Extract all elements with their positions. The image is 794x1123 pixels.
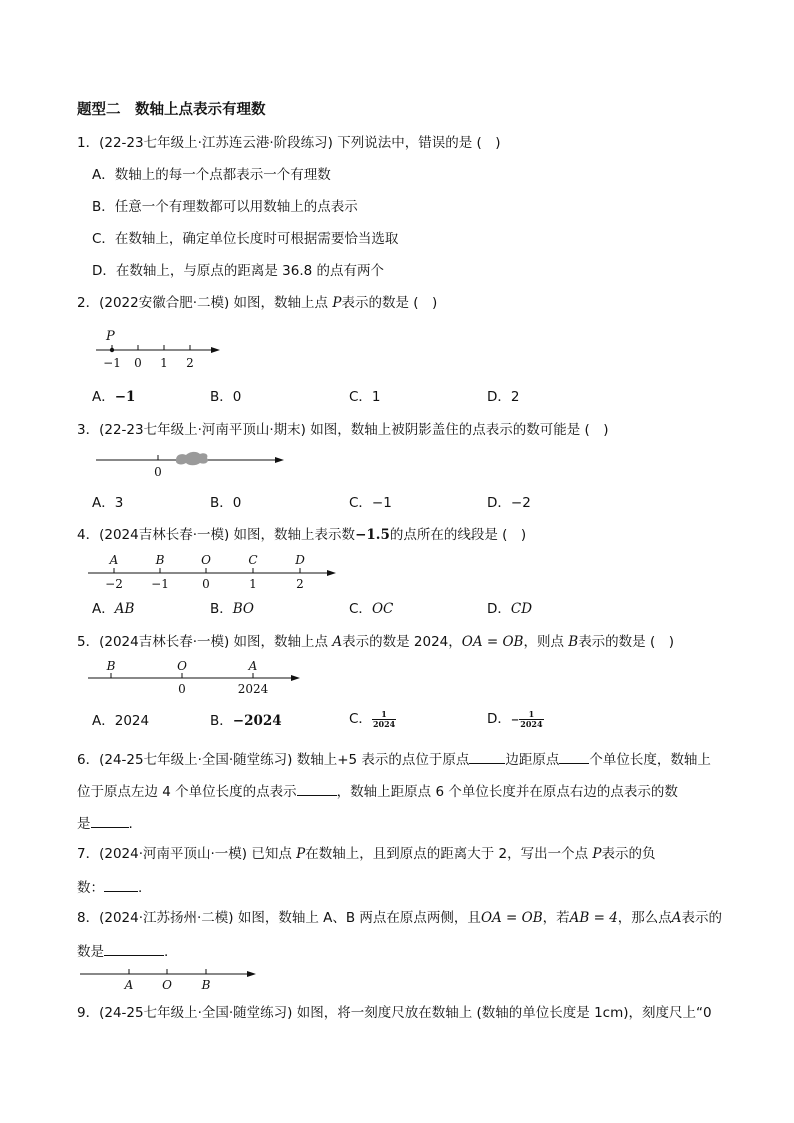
q4-number-line-figure: [84, 550, 344, 594]
q4-tick-label: −2: [105, 577, 123, 591]
q8-equation-2: AB = 4: [569, 910, 618, 926]
q5-var-b: B: [568, 634, 579, 650]
q8-text: 数是: [77, 944, 104, 960]
q7-line-1: [77, 845, 656, 863]
q5-option-d-label: D．: [487, 711, 511, 727]
q5-option-c-fraction: [372, 710, 396, 729]
q6-text: 边距原点: [505, 752, 560, 768]
q4-option-d: [487, 600, 532, 618]
q8-arrow: [247, 971, 256, 977]
q7-var-p: P: [592, 846, 602, 862]
q2-option-a-label: A．: [92, 389, 115, 405]
q7-text: 表示的负: [601, 846, 656, 862]
q4-option-c-value: OC: [371, 601, 394, 617]
q5-option-c: [349, 708, 396, 730]
q3-stem: 3．(22-23七年级上·河南平顶山·期末) 如图，数轴上被阴影盖住的点表示的数可能是 ( ): [77, 422, 609, 438]
q8-blank[interactable]: [104, 941, 164, 956]
q6-blank-4[interactable]: [91, 813, 129, 828]
q4-option-a-value: AB: [114, 601, 135, 617]
q8-point-label: A: [124, 978, 134, 992]
q4-option-c-label: C．: [349, 601, 372, 617]
q1-option-c: C．在数轴上，确定单位长度时可根据需要恰当选取: [92, 231, 399, 247]
q5-option-d: [487, 708, 544, 732]
q8-point-label: B: [201, 978, 211, 992]
q3-option-d: D．−2: [487, 495, 531, 511]
q2-arrow: [211, 347, 220, 353]
q7-blank[interactable]: [104, 877, 138, 892]
q5-tick-label: 2024: [237, 682, 269, 696]
q4-point-label: O: [201, 553, 211, 567]
q8-text: 8．(2024·江苏扬州·二模) 如图，数轴上 A、B 两点在原点两侧，且: [77, 910, 481, 926]
q5-option-b: [210, 712, 282, 730]
q2-option-d: D．2: [487, 389, 520, 405]
q2-tick-label: 0: [134, 356, 142, 370]
q6-line-1: [77, 749, 711, 769]
q2-option-c: C．1: [349, 389, 381, 405]
q7-line-2: [77, 877, 142, 897]
q4-option-c: [349, 600, 393, 618]
q1-option-d: D．在数轴上，与原点的距离是 36.8 的点有两个: [92, 263, 385, 279]
q5-point-label: A: [248, 659, 258, 673]
q5-var-a: A: [332, 634, 343, 650]
q3-number-line-figure: [90, 447, 290, 477]
q5-option-d-sign: −: [510, 715, 520, 726]
q6-text: ，数轴上距原点 6 个单位长度并在原点右边的点表示的数: [336, 784, 678, 800]
q6-text: .: [128, 816, 133, 832]
q3-option-b: B．0: [210, 495, 242, 511]
q9-line-1: 9．(24-25七年级上·全国·随堂练习) 如图，将一刻度尺放在数轴上 (数轴的单位长度是 1cm)，刻度尺上“0: [77, 1005, 712, 1021]
q5-arrow: [291, 675, 300, 681]
q2-number-line-figure: [90, 322, 230, 372]
q5-point-label: B: [106, 659, 116, 673]
q2-stem-text-b: 表示的数是 ( ): [341, 295, 438, 311]
q6-text: 个单位长度，数轴上: [589, 752, 711, 768]
fraction-denominator: 2024: [372, 718, 396, 729]
q6-text: 位于原点左边 4 个单位长度的点表示: [77, 784, 297, 800]
fraction-numerator: 1: [519, 710, 543, 720]
q8-line-2: [77, 941, 168, 961]
q6-line-2: [77, 781, 678, 801]
q2-tick-label: 2: [186, 356, 194, 370]
q4-stem: [77, 526, 526, 544]
fraction-numerator: 1: [372, 710, 396, 720]
q7-text: 数：: [77, 880, 104, 896]
q6-line-3: [77, 813, 133, 833]
q5-stem-text-b: 表示的数是 2024，: [342, 634, 462, 650]
q5-option-c-label: C．: [349, 711, 372, 727]
q3-option-a: A．3: [92, 495, 124, 511]
q3-option-c: C．−1: [349, 495, 392, 511]
fraction-denominator: 2024: [520, 718, 543, 729]
q8-line-1: [77, 909, 722, 927]
q5-stem-text-c: ，则点: [523, 634, 569, 650]
q7-text: 在数轴上，且到原点的距离大于 2，写出一个点: [305, 846, 593, 862]
q5-option-b-label: B．: [210, 713, 233, 729]
q5-option-d-fraction: [519, 710, 543, 729]
q6-text: 6．(24-25七年级上·全国·随堂练习) 数轴上+5 表示的点位于原点: [77, 752, 470, 768]
q6-blank-1[interactable]: [469, 749, 505, 764]
q8-var-a: A: [671, 910, 682, 926]
q4-tick-label: −1: [151, 577, 169, 591]
q1-option-b: B．任意一个有理数都可以用数轴上的点表示: [92, 199, 358, 215]
q4-option-d-label: D．: [487, 601, 511, 617]
q4-stem-text-a: 4．(2024吉林长春·一模) 如图，数轴上表示数: [77, 527, 356, 543]
q8-text: ，那么点: [617, 910, 672, 926]
q4-point-label: B: [155, 553, 165, 567]
q4-arrow: [327, 570, 336, 576]
q4-tick-label: 0: [202, 577, 210, 591]
q4-stem-text-b: 的点所在的线段是 ( ): [389, 527, 527, 543]
q8-text: .: [164, 944, 169, 960]
q2-stem: [77, 294, 437, 312]
q2-point-p: [110, 348, 114, 352]
q6-blank-3[interactable]: [297, 781, 337, 796]
q2-var-p: P: [332, 295, 342, 311]
q5-stem: [77, 633, 674, 651]
q4-number: −1.5: [355, 527, 390, 543]
q5-number-line-figure: [84, 658, 308, 698]
q1-option-a: A．数轴上的每一个点都表示一个有理数: [92, 167, 331, 183]
section-title: 题型二 数轴上点表示有理数: [77, 102, 266, 118]
q7-text: .: [138, 880, 143, 896]
q8-text: 表示的: [681, 910, 723, 926]
q3-arrow: [275, 457, 284, 463]
q4-option-b-label: B．: [210, 601, 233, 617]
q5-point-label: O: [177, 659, 187, 673]
q2-stem-text-a: 2．(2022安徽合肥·二模) 如图，数轴上点: [77, 295, 333, 311]
q3-shadow-blob: [176, 452, 208, 465]
q4-option-a-label: A．: [92, 601, 115, 617]
q4-option-b: [210, 600, 254, 618]
q2-tick-label: 1: [160, 356, 168, 370]
q5-option-b-value: −2024: [232, 713, 282, 729]
q4-point-label: A: [109, 553, 119, 567]
q7-var-p: P: [296, 846, 306, 862]
q2-point-label: P: [106, 329, 115, 344]
q8-number-line-figure: [76, 962, 266, 992]
q4-option-b-value: BO: [232, 601, 255, 617]
q8-equation-1: OA = OB: [480, 910, 543, 926]
q4-tick-label: 2: [296, 577, 304, 591]
q4-point-label: C: [248, 553, 258, 567]
q6-blank-2[interactable]: [559, 749, 589, 764]
q5-equation: OA = OB: [461, 634, 524, 650]
q1-stem: 1．(22-23七年级上·江苏连云港·阶段练习) 下列说法中，错误的是 ( ): [77, 135, 501, 151]
q7-text: 7．(2024·河南平顶山·一模) 已知点: [77, 846, 297, 862]
q8-text: ，若: [542, 910, 570, 926]
q6-text: 是: [77, 816, 91, 832]
q8-point-label: O: [162, 978, 172, 992]
q4-option-a: [92, 600, 134, 618]
q2-tick-label: −1: [103, 356, 121, 370]
q5-tick-label: 0: [178, 682, 186, 696]
q4-tick-label: 1: [249, 577, 257, 591]
q5-stem-text-a: 5．(2024吉林长春·一模) 如图，数轴上点: [77, 634, 333, 650]
q5-option-a: A．2024: [92, 713, 150, 729]
q4-option-d-value: CD: [510, 601, 533, 617]
q5-stem-text-d: 表示的数是 ( ): [578, 634, 675, 650]
q4-point-label: D: [295, 553, 305, 567]
q2-option-b: B．0: [210, 389, 242, 405]
q2-option-a: [92, 388, 135, 406]
q3-tick-label: 0: [154, 465, 162, 477]
q2-option-a-value: −1: [114, 389, 136, 405]
